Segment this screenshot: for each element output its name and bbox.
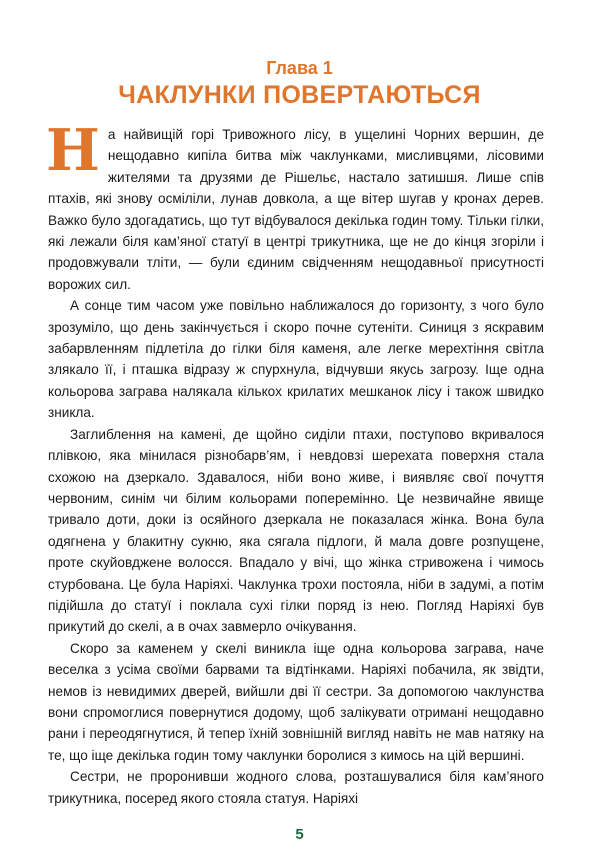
chapter-body xyxy=(46,117,544,809)
paragraph-1-text: а найвищій горі Тривожного лісу, в ущелині Чорних вершин, де нещодавно кипіла битва між чаклунками, мисливцями, лісовими жителями та друзями де Рішельє, настало затишшя. Лише спів птахів, які знову осміліли, лунав довкола, а ще вітер шугав у кронах дерев. Важко було здогадатись, що тут відбувалося декілька годин тому. Тільки гілки, які лежали біля кам’яної статуї в центрі трикутника, ще не до кінця згоріли і продовжували тліти, — були єдиним свідченням нещодавньої присутності ворожих сил. xyxy=(48,127,544,292)
paragraph-4: Скоро за каменем у скелі виникла іще одна кольорова заграва, наче веселка з усіма своїми барвами та відтінками. Наріяхі побачила, як звідти, немов із невидимих дверей, вийшли дві її сестри. За допомогою чаклунства вони спромоглися повернутися додому, щоб залікувати отримані нещодавно рани і переодягнутися, й тепер їхній зовнішній вигляд навіть не мав натяку на те, що іще декілька годин тому чаклунки боролися з кимось на цій вершині. xyxy=(48,640,544,763)
chapter-label: Глава 1 xyxy=(266,58,333,78)
paragraph-1 xyxy=(46,117,544,295)
paragraph-5: Сестри, не проронивши жодного слова, розташувалися біля кам’яного трикутника, посеред якого стояла статуя. Наріяхі xyxy=(48,769,544,806)
drop-cap: Н xyxy=(46,117,100,184)
paragraph-3: Заглиблення на камені, де щойно сиділи птахи, поступово вкривалося плівкою, яка мінилася різнобарв’ям, і невдовзі шерехата поверхня стала схожою на дзеркало. Здавалося, ніби воно живе, і виявляє свої почуття червоним, синім чи білим кольорами поперемінно. Це незвичайне явище тривало доти, доки із осяйного дзеркала не показалася жінка. Вона була одягнена у блакитну сукню, яка сягала підлоги, й мала довге розпущене, проте скуйовджене волосся. Впадало у вічі, що жінка стривожена і чимось стурбована. Це була Наріяхі. Чаклунка трохи постояла, ніби в задумі, а потім підійшла до статуї і поклала сухі гілки поряд із нею. Погляд Наріяхі був прикутий до скелі, а в очах завмерло очікування. xyxy=(48,426,544,635)
paragraph-2: А сонце тим часом уже повільно наближалося до горизонту, з чого було зрозуміло, що день закінчується і скоро почне сутеніти. Синиця з яскравим забарвленням підлетіла до гілки біля каменя, але легке мерехтіння світла злякало її, і пташка відразу ж спурхнула, відчувши якусь загрозу. Іще одна кольорова заграва налякала кількох крилатих мешканок лісу і також швидко зникла. xyxy=(48,298,544,421)
page-number: 5 xyxy=(295,826,304,843)
chapter-title: ЧАКЛУНКИ ПОВЕРТАЮТЬСЯ xyxy=(118,81,481,109)
